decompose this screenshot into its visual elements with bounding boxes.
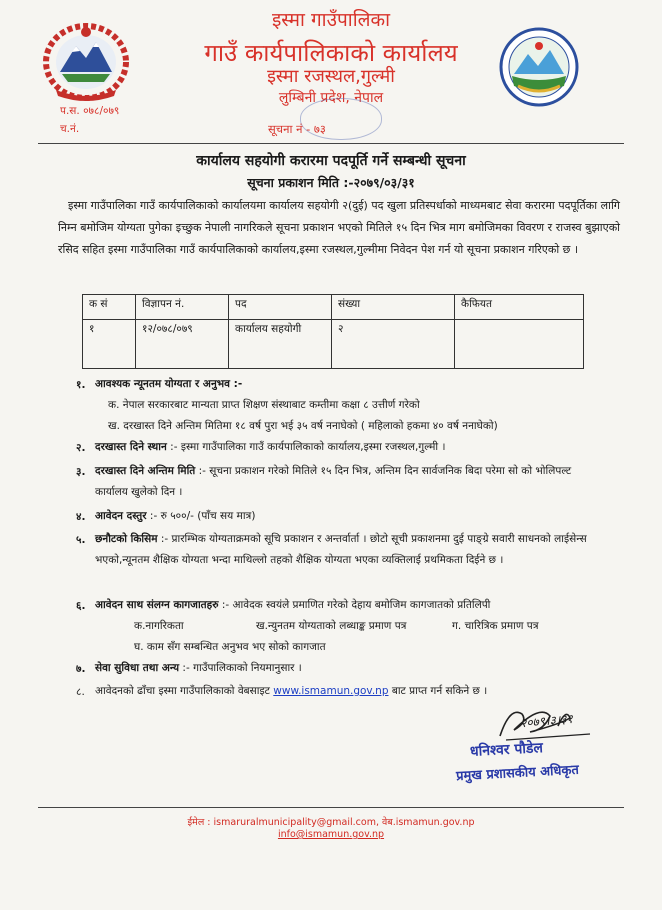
municipality-name: इस्मा गाउँपालिका <box>271 9 391 31</box>
cell-remarks <box>455 320 584 369</box>
item-1-a: क. नेपाल सरकारबाट मान्यता प्राप्त शिक्षण संस्थाबाट कम्तीमा कक्षा ८ उत्तीर्ण गरेको <box>108 399 420 411</box>
item-2 <box>95 437 445 458</box>
cell-advert-no: १२/०७८/०७९ <box>136 320 229 369</box>
col-advert-no: विज्ञापन नं. <box>136 295 229 320</box>
item-2-number: २. <box>76 442 86 454</box>
item-8-post: बाट प्राप्त गर्न सकिने छ । <box>388 685 488 697</box>
notice-title: कार्यालय सहयोगी करारमा पदपूर्ति गर्ने सम्बन्धी सूचना <box>196 153 466 169</box>
item-6-number: ६. <box>76 600 86 612</box>
fiscal-year: प.स. ०७८/०७९ <box>60 105 120 117</box>
item-3 <box>95 461 585 503</box>
signatory-name: धनिश्वर पौडेल <box>469 740 544 760</box>
item-2-text: :- इस्मा गाउँपालिका गाउँ कार्यपालिकाको कार्यालय,इस्मा रजस्थल,गुल्मी । <box>166 441 446 453</box>
publish-date: सूचना प्रकाशन मिति :-२०७९/०३/३१ <box>247 175 415 190</box>
item-1-number: १. <box>76 379 86 391</box>
item-5-text: :- प्रारम्भिक योग्यताक्रमको सूचि प्रकाशन र अन्तर्वार्ता । छोटो सूची प्रकाशनमा दुई पाङ्ग्रे सवारी साधनको लाईसेन्स भएको,न्यूनतम शैक्षिक योग्यता भन्दा माथिल्लो तहको शैक्षिक योग्यता भएका व्यक्तिलाई प्रथमिकता दिईने छ । <box>95 533 587 566</box>
item-6 <box>95 595 490 616</box>
col-serial: क सं <box>83 295 136 320</box>
province-name: लुम्बिनी प्रदेश, नेपाल <box>278 90 384 106</box>
notice-number: सूचना नं - ७३ <box>268 122 326 136</box>
item-6-d: घ. काम सँग सम्बन्धित अनुभव भए सोको कागजात <box>134 641 326 653</box>
item-4 <box>95 506 255 527</box>
dispatch-number: च.नं. <box>60 123 80 135</box>
item-4-title: आवेदन दस्तुर <box>95 510 147 522</box>
item-5-number: ५. <box>76 534 86 546</box>
signature-date: २०७९।३।३१ <box>519 711 574 731</box>
item-5-title: छनौटको किसिम <box>95 533 158 545</box>
col-count: संख्या <box>332 295 455 320</box>
item-1-title: आवश्यक न्यूनतम योग्यता र अनुभव :- <box>95 378 243 390</box>
vacancy-table <box>82 294 584 369</box>
item-7 <box>95 658 302 679</box>
cell-post: कार्यालय सहयोगी <box>229 320 332 369</box>
item-4-text: :- रु ५००/- (पाँच सय मात्र) <box>146 510 256 522</box>
office-address: इस्मा रजस्थल,गुल्मी <box>267 66 395 87</box>
col-post: पद <box>229 295 332 320</box>
item-7-number: ७. <box>76 663 86 675</box>
item-6-title: आवेदन साथ संलग्न कागजातहरु <box>95 599 219 611</box>
item-8-number: ८. <box>76 686 85 698</box>
item-3-text: :- सूचना प्रकाशन गरेको मितिले १५ दिन भित्र, अन्तिम दिन सार्वजनिक बिदा परेमा सो को भोलिपल्ट कार्यालय खुलेको दिन । <box>95 465 572 498</box>
item-4-number: ४. <box>76 511 86 523</box>
item-1-b: ख. दरखास्त दिने अन्तिम मितिमा १८ वर्ष पुरा भई ३५ वर्ष ननाघेको ( महिलाको हकमा ४० वर्ष ननाघेको) <box>108 420 498 432</box>
col-remarks: कैफियत <box>455 295 584 320</box>
table-header-row <box>83 295 584 320</box>
cell-count: २ <box>332 320 455 369</box>
website-link[interactable]: www.ismamun.gov.np <box>273 685 389 697</box>
cell-serial: १ <box>83 320 136 369</box>
item-7-title: सेवा सुविधा तथा अन्य <box>95 662 180 674</box>
item-6-text: :- आवेदक स्वयंले प्रमाणित गरेको देहाय बमोजिम कागजातको प्रतिलिपी <box>218 599 491 611</box>
footer-contact: ईमेल : ismaruralmunicipality@gmail.com, वेब.ismamun.gov.np <box>187 817 475 828</box>
item-3-number: ३. <box>76 466 86 478</box>
office-name: गाउँ कार्यपालिकाको कार्यालय <box>204 39 458 67</box>
item-8 <box>95 681 487 702</box>
footer-email-link[interactable]: info@ismamun.gov.np <box>277 829 385 840</box>
notice-intro: इस्मा गाउँपालिका गाउँ कार्यपालिकाको कार्यालयमा कार्यालय सहयोगी २(दुई) पद खुला प्रतिस्पर्धाको माध्यमबाट सेवा करारमा पदपूर्तिका लागि निम्न बमोजिम योग्यता पुगेका इच्छुक नेपाली नागरिकले सूचना प्रकाशन भएको मितिले १५ दिन भित्र माग बमोजिमका विवरण र राजस्व बुझाएको रसिद सहित इस्मा गाउँपालिका गाउँ कार्यपालिकाको कार्यालय,इस्मा रजस्थल,गुल्मीमा निवेदन पेश गर्न यो सूचना प्रकाशन गरिएको छ । <box>58 199 620 256</box>
table-row <box>83 320 584 369</box>
item-5 <box>95 529 605 571</box>
header-divider <box>38 143 624 144</box>
item-8-pre: आवेदनको ढाँचा इस्मा गाउँपालिकाको वेबसाइट <box>95 685 274 697</box>
item-6-c: ग. चारित्रिक प्रमाण पत्र <box>452 620 539 632</box>
item-3-title: दरखास्त दिने अन्तिम मिति <box>95 465 196 477</box>
signatory-title: प्रमुख प्रशासकीय अधिकृत <box>455 762 580 785</box>
item-6-a: क.नागरिकता <box>134 620 184 632</box>
item-2-title: दरखास्त दिने स्थान <box>95 441 167 453</box>
footer-divider <box>38 807 624 808</box>
item-7-text: :- गाउँपालिकाको नियमानुसार । <box>179 662 302 674</box>
item-6-b: ख.न्युनतम योग्यताको लब्धाङ्क प्रमाण पत्र <box>256 620 407 632</box>
